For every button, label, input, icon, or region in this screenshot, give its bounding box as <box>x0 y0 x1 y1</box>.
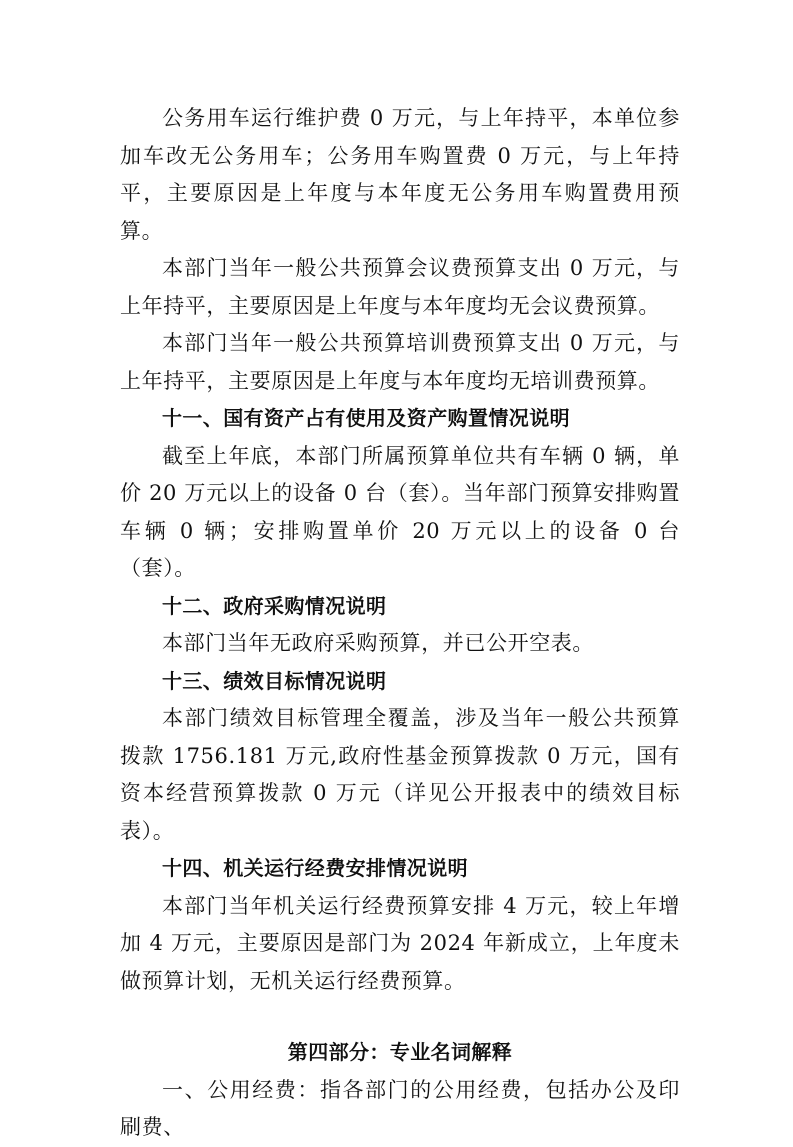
section-heading-12: 十二、政府采购情况说明 <box>162 593 387 618</box>
paragraph-training-costs: 本部门当年一般公共预算培训费预算支出 0 万元，与上年持平，主要原因是上年度与本年度均无培训费预算。 <box>120 331 680 393</box>
section-heading-11: 十一、国有资产占有使用及资产购置情况说明 <box>162 406 570 430</box>
paragraph-performance: 本部门绩效目标管理全覆盖，涉及当年一般公共预算拨款 1756.181 万元,政府性基金预算拨款 0 万元，国有资本经营预算拨款 0 万元（详见公开报表中的绩效目标表）。 <box>120 706 680 843</box>
paragraph-operating-costs: 本部门当年机关运行经费预算安排 4 万元，较上年增加 4 万元，主要原因是部门为 2024 年新成立，上年度未做预算计划，无机关运行经费预算。 <box>120 893 680 993</box>
paragraph-meeting-costs: 本部门当年一般公共预算会议费预算支出 0 万元，与上年持平，主要原因是上年度与本年度均无会议费预算。 <box>120 256 680 318</box>
part-four-title: 第四部分：专业名词解释 <box>287 1040 513 1064</box>
paragraph-vehicle-costs: 公务用车运行维护费 0 万元，与上年持平，本单位参加车改无公务用车；公务用车购置费 0 万元，与上年持平，主要原因是上年度与本年度无公务用车购置费用预算。 <box>120 106 680 243</box>
section-heading-13: 十三、绩效目标情况说明 <box>162 668 387 693</box>
paragraph-public-expense-definition: 一、公用经费：指各部门的公用经费，包括办公及印刷费、 <box>120 1077 680 1139</box>
paragraph-assets: 截至上年底，本部门所属预算单位共有车辆 0 辆，单价 20 万元以上的设备 0 台（套）。当年部门预算安排购置车辆 0 辆；安排购置单价 20 万元以上的设备 0 台（套）。 <box>120 443 680 580</box>
section-heading-14: 十四、机关运行经费安排情况说明 <box>162 856 468 880</box>
paragraph-procurement: 本部门当年无政府采购预算，并已公开空表。 <box>162 631 594 655</box>
document-body <box>120 100 680 1147</box>
